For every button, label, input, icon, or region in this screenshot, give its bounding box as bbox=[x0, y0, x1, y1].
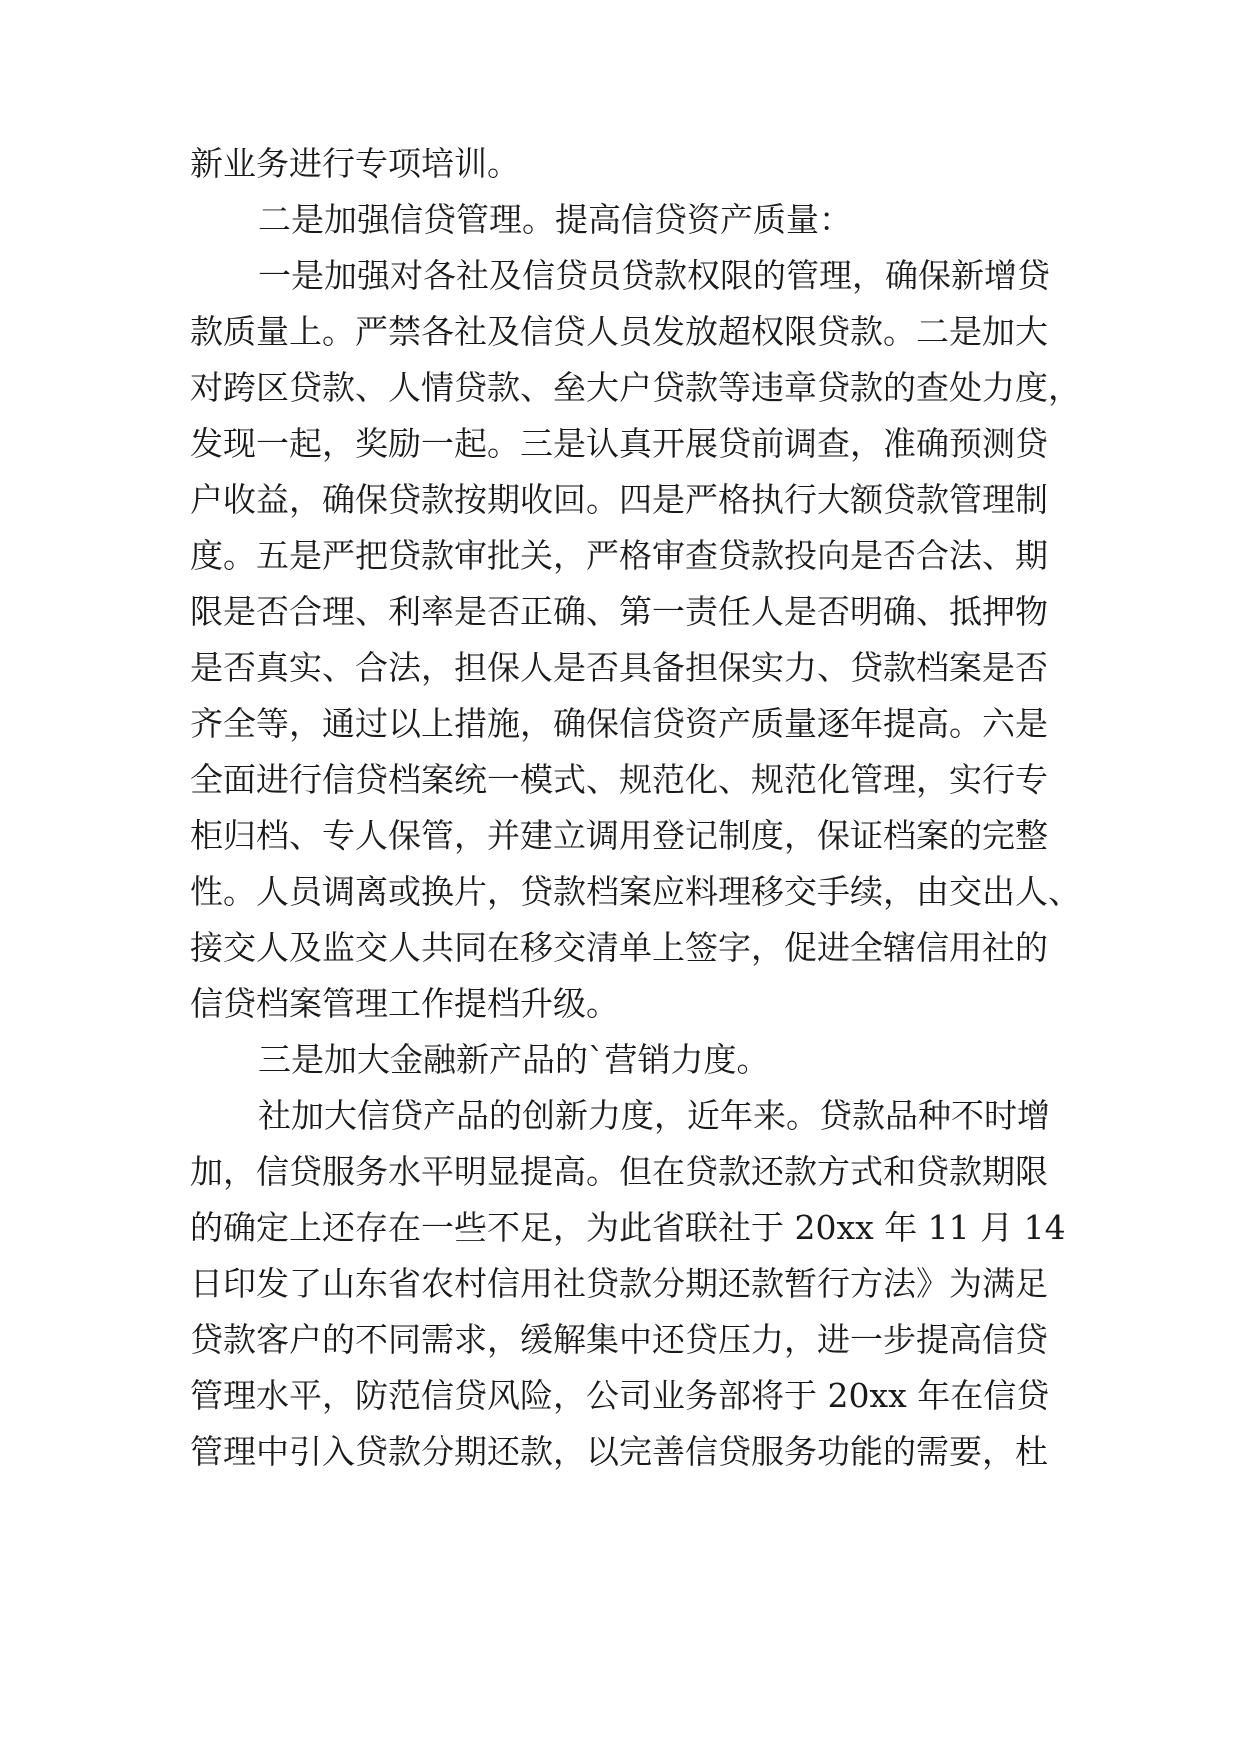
text-line: 户收益，确保贷款按期收回。四是严格执行大额贷款管理制 bbox=[190, 480, 1048, 519]
text-line: 贷款客户的不同需求，缓解集中还贷压力，进一步提高信贷 bbox=[190, 1320, 1048, 1359]
text-line: 度。五是严把贷款审批关，严格审查贷款投向是否合法、期 bbox=[190, 536, 1048, 575]
text-line: 社加大信贷产品的创新力度，近年来。贷款品种不时增 bbox=[258, 1096, 1050, 1135]
section-heading: 三是加大金融新产品的`营销力度。 bbox=[258, 1040, 770, 1079]
text-line: 接交人及监交人共同在移交清单上签字，促进全辖信用社的 bbox=[190, 928, 1048, 967]
text-line: 管理中引入贷款分期还款，以完善信贷服务功能的需要，杜 bbox=[190, 1432, 1048, 1471]
text-line: 全面进行信贷档案统一模式、规范化、规范化管理，实行专 bbox=[190, 760, 1048, 799]
text-line: 发现一起，奖励一起。三是认真开展贷前调查，准确预测贷 bbox=[190, 424, 1048, 463]
text-line: 新业务进行专项培训。 bbox=[190, 144, 520, 183]
text-line: 的确定上还存在一些不足，为此省联社于 20xx 年 11 月 14 bbox=[190, 1208, 1066, 1247]
text-line: 日印发了山东省农村信用社贷款分期还款暂行方法》为满足 bbox=[190, 1264, 1048, 1303]
text-line: 信贷档案管理工作提档升级。 bbox=[190, 984, 619, 1023]
text-line: 对跨区贷款、人情贷款、垒大户贷款等违章贷款的查处力度， bbox=[190, 368, 1081, 407]
text-line: 柜归档、专人保管，并建立调用登记制度，保证档案的完整 bbox=[190, 816, 1048, 855]
text-line: 是否真实、合法，担保人是否具备担保实力、贷款档案是否 bbox=[190, 648, 1048, 687]
text-line: 齐全等，通过以上措施，确保信贷资产质量逐年提高。六是 bbox=[190, 704, 1048, 743]
text-line: 管理水平，防范信贷风险，公司业务部将于 20xx 年在信贷 bbox=[190, 1376, 1050, 1415]
text-line: 款质量上。严禁各社及信贷人员发放超权限贷款。二是加大 bbox=[190, 312, 1048, 351]
text-line: 性。人员调离或换片，贷款档案应料理移交手续，由交出人、 bbox=[190, 872, 1081, 911]
text-line: 一是加强对各社及信贷员贷款权限的管理，确保新增贷 bbox=[258, 256, 1050, 295]
section-heading: 二是加强信贷管理。提高信贷资产质量： bbox=[258, 200, 852, 239]
text-line: 加，信贷服务水平明显提高。但在贷款还款方式和贷款期限 bbox=[190, 1152, 1048, 1191]
text-line: 限是否合理、利率是否正确、第一责任人是否明确、抵押物 bbox=[190, 592, 1048, 631]
